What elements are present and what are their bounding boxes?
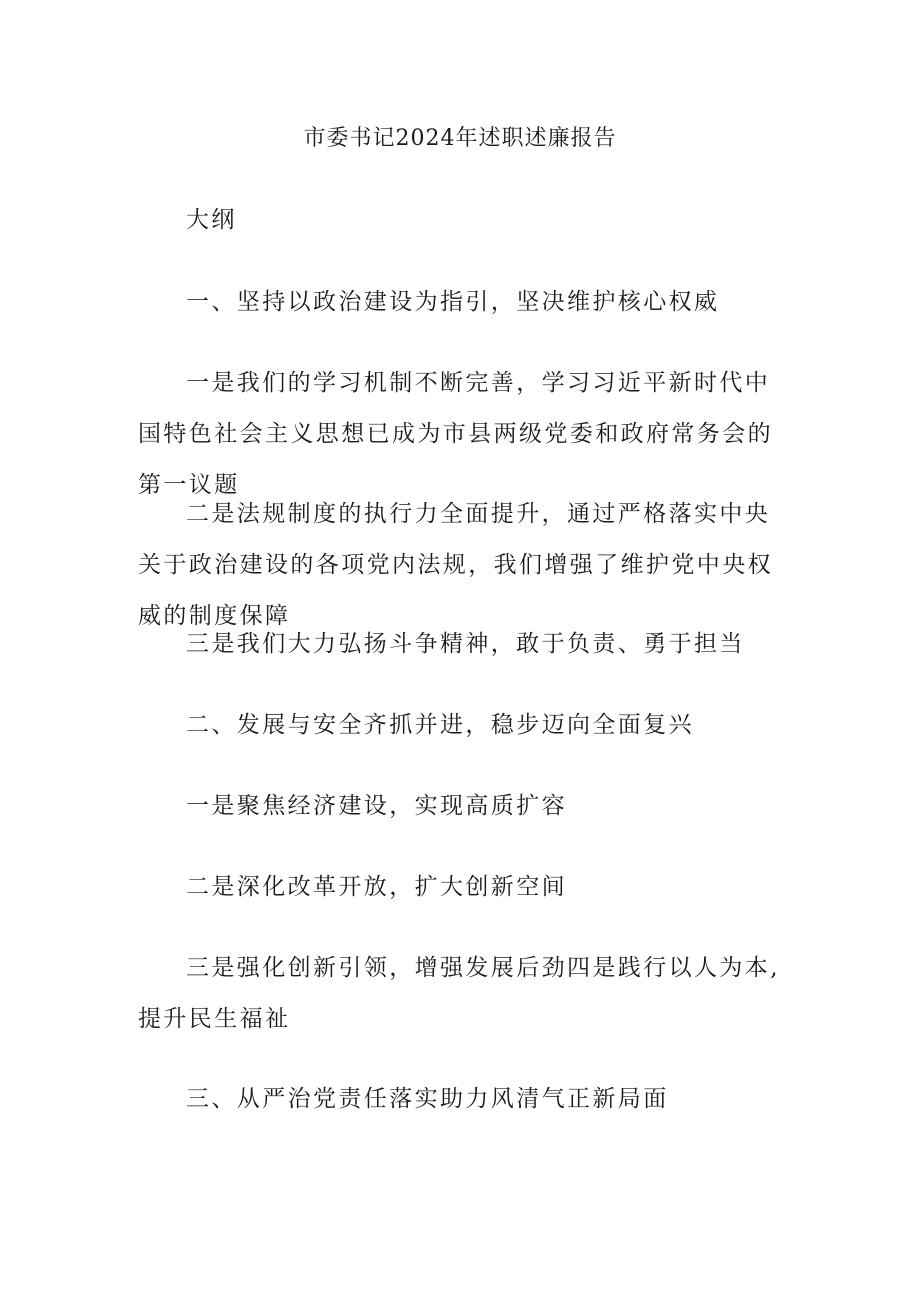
paragraph-1-2: 二是法规制度的执行力全面提升，通过严格落实中央关于政治建设的各项党内法规，我们增强了维护党中央权威的制度保障 (138, 501, 773, 629)
section-heading-1: 一、坚持以政治建设为指引，坚决维护核心权威 (186, 289, 720, 315)
outline-heading: 大纲 (186, 207, 237, 233)
section-heading-3: 三、从严治党责任落实助力风清气正新局面 (186, 1086, 669, 1112)
paragraph-1-1: 一是我们的学习机制不断完善，学习习近平新时代中国特色社会主义思想已成为市县两级党委和政府常务会的第一议题 (138, 370, 773, 498)
document-title: 市委书记2024年述职述廉报告 (303, 126, 617, 151)
paragraph-2-1: 一是聚焦经济建设，实现高质扩容 (186, 793, 567, 819)
paragraph-2-2: 二是深化改革开放，扩大创新空间 (186, 874, 567, 900)
section-heading-2: 二、发展与安全齐抓并进，稳步迈向全面复兴 (186, 712, 694, 738)
paragraph-2-3: 三是强化创新引领，增强发展后劲四是践行以人为本,提升民生福祉 (138, 955, 780, 1032)
paragraph-1-3: 三是我们大力弘扬斗争精神，敢于负责、勇于担当 (186, 631, 745, 657)
